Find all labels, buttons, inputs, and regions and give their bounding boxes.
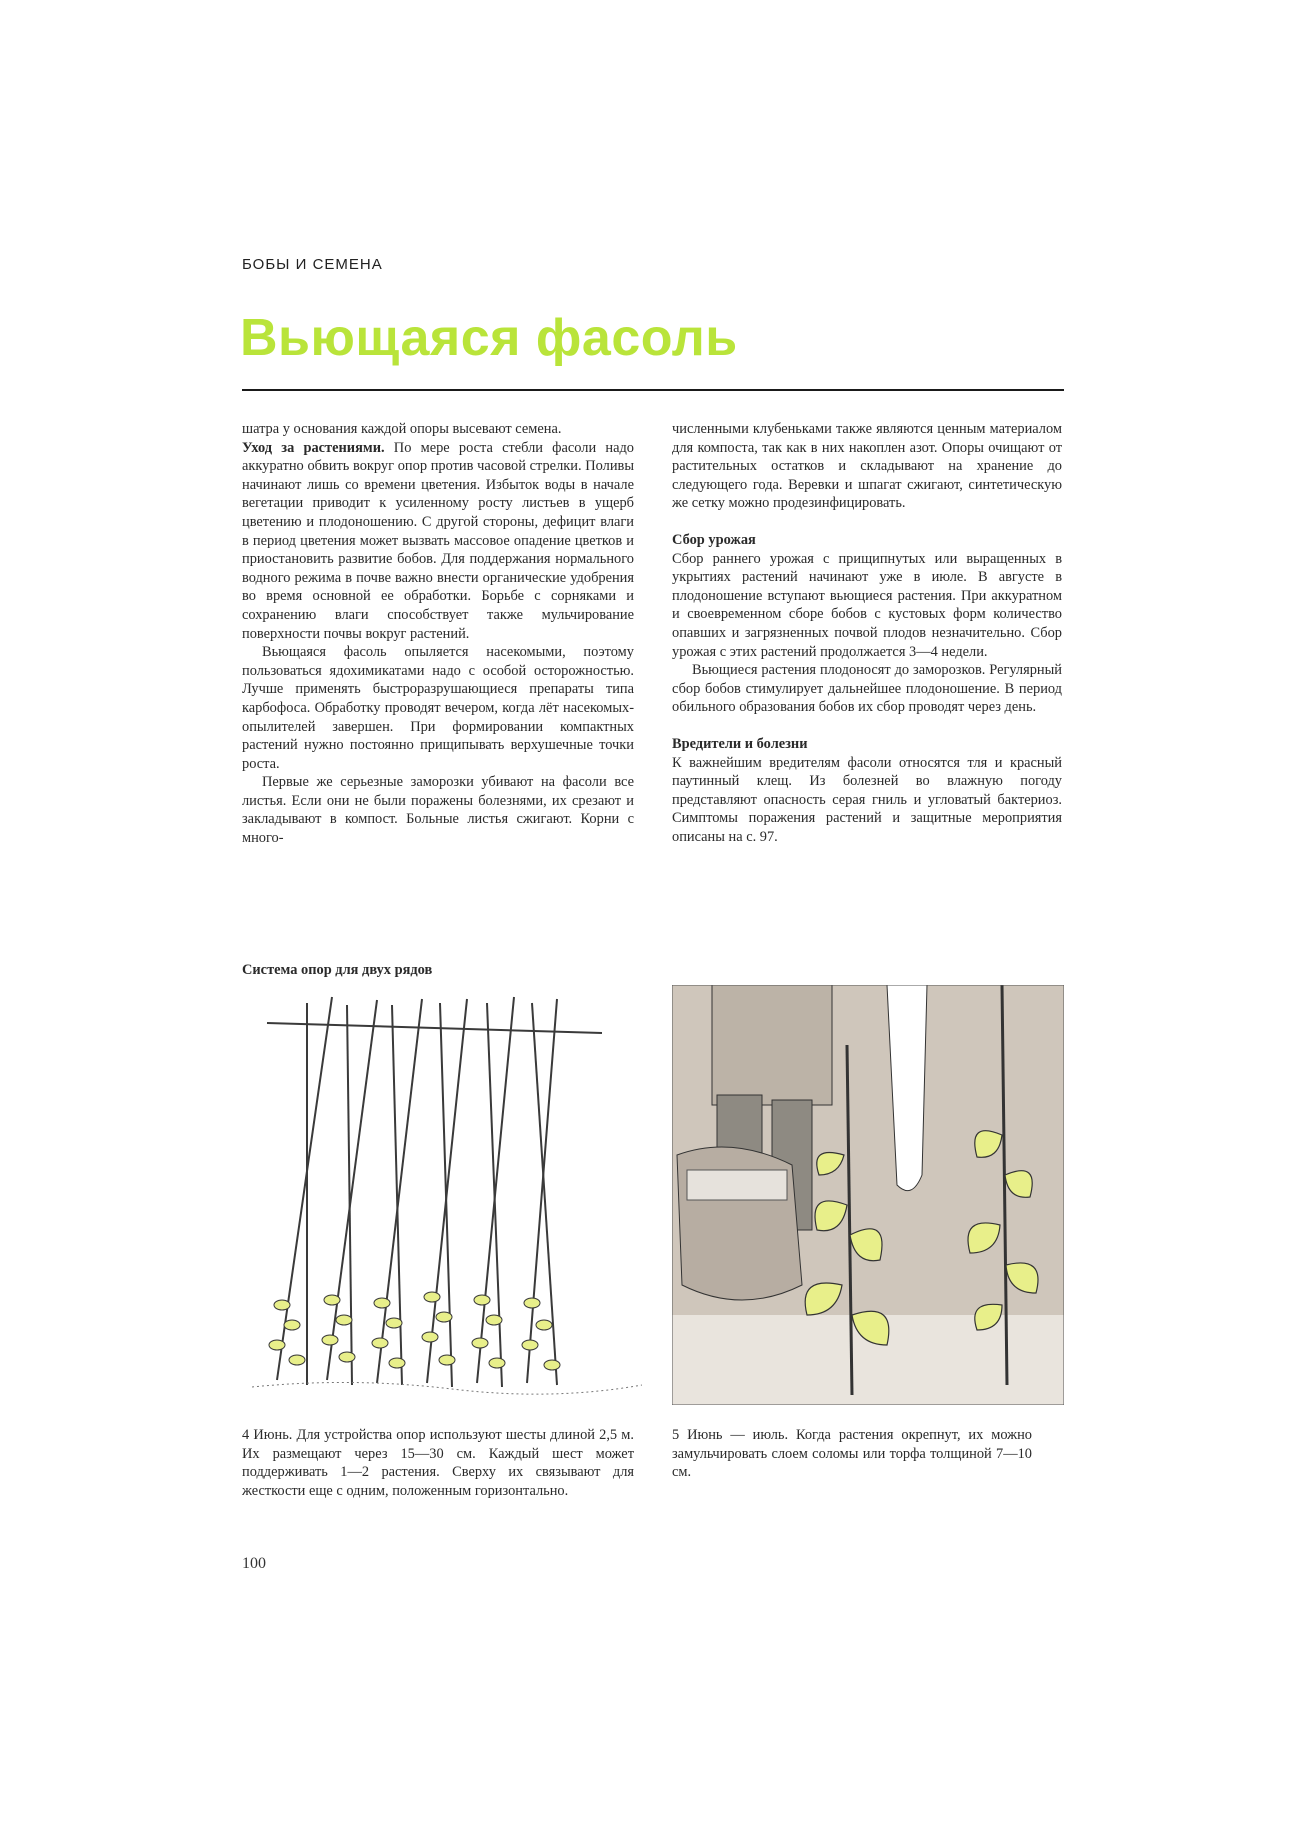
page-number: 100 [242,1555,266,1572]
figure-1-heading: Система опор для двух рядов [242,962,433,978]
left-paragraph-4: Первые же серьезные заморозки убивают на фасоли все листья. Если они не были поражены болезнями, их срезают и закладывают в компост. Больные листья сжигают. Корни с много- [242,774,634,847]
right-paragraph-3: Вьющиеся растения плодоносят до заморозков. Регулярный сбор бобов стимулирует дальнейшее плодоношение. В период обильного образования бобов их сбор проводят через день. [672,662,1062,716]
page-title: Вьющаяся фасоль [240,309,738,367]
right-paragraph-2: Сбор раннего урожая с прищипнутых или выращенных в укрытиях растений начинают уже в июле. В августе в плодоношение вступают вьющиеся растения. При аккуратном и своевременном сборе бобов с кустовых форм количество опавших и загрязненных почвой плодов незначительно. Сбор урожая с этих растений продолжается 3—4 недели. [672,550,1062,660]
care-lead: Уход за растениями. [242,439,385,456]
title-rule [242,389,1064,391]
figure-2-caption: 5 Июнь — июль. Когда растения окрепнут, их можно замульчировать слоем соломы или торфа толщиной 7—10 см. [672,1427,1032,1481]
pole-support-illustration [252,985,642,1405]
care-text: По мере роста стебли фасоли надо аккуратно обвить вокруг опор против часовой стрелки. Поливы начинают лишь со времени цветения. Избыток воды в начале вегетации приводит к усиленному росту листьев в ущерб цветению и плодоношению. С другой стороны, дефицит влаги в период цветения может вызвать массовое опадение цветков и приостановить развитие бобов. Для поддержания нормального водного режима в почве важно внести органические удобрения во время основной ее обработки. Борьбе с сорняками и сохранению влаги способствует также мульчирование поверхности почвы вокруг растений. [242,439,634,642]
harvest-heading: Сбор урожая [672,531,756,548]
left-paragraph-2 [242,439,634,644]
pests-heading: Вредители и болезни [672,735,808,752]
right-paragraph-1: численными клубеньками также являются ценным материалом для компоста, так как в них накоплен азот. Опоры очищают от растительных остатков и складывают на хранение до следующего года. Веревки и шпагат сжигают, синтетическую же сетку можно продезинфицировать. [672,421,1062,512]
left-column [242,420,634,848]
right-column [672,420,1062,846]
left-paragraph-1: шатра у основания каждой опоры высевают семена. [242,421,562,437]
figure-1-caption: 4 Июнь. Для устройства опор используют шесты длиной 2,5 м. Их размещают через 15—30 см. Каждый шест может поддерживать 1—2 растения. Сверху их связывают для жесткости еще с одним, положенным горизонтально. [242,1427,634,1499]
left-paragraph-3: Вьющаяся фасоль опыляется насекомыми, поэтому пользоваться ядохимикатами надо с особой осторожностью. Лучше применять быстроразрушающиеся препараты типа карбофоса. Обработку проводят вечером, когда лёт насекомых-опылителей завершен. При формировании компактных растений нужно постоянно прищипывать верхушечные точки роста. [242,644,634,772]
mulching-illustration [672,985,1064,1405]
section-label: БОБЫ И СЕМЕНА [242,256,383,273]
right-paragraph-4: К важнейшим вредителям фасоли относятся тля и красный паутинный клещ. Из болезней во влажную погоду представляют опасность серая гниль и угловатый бактериоз. Симптомы поражения растений и защитные мероприятия описаны на с. 97. [672,754,1062,845]
